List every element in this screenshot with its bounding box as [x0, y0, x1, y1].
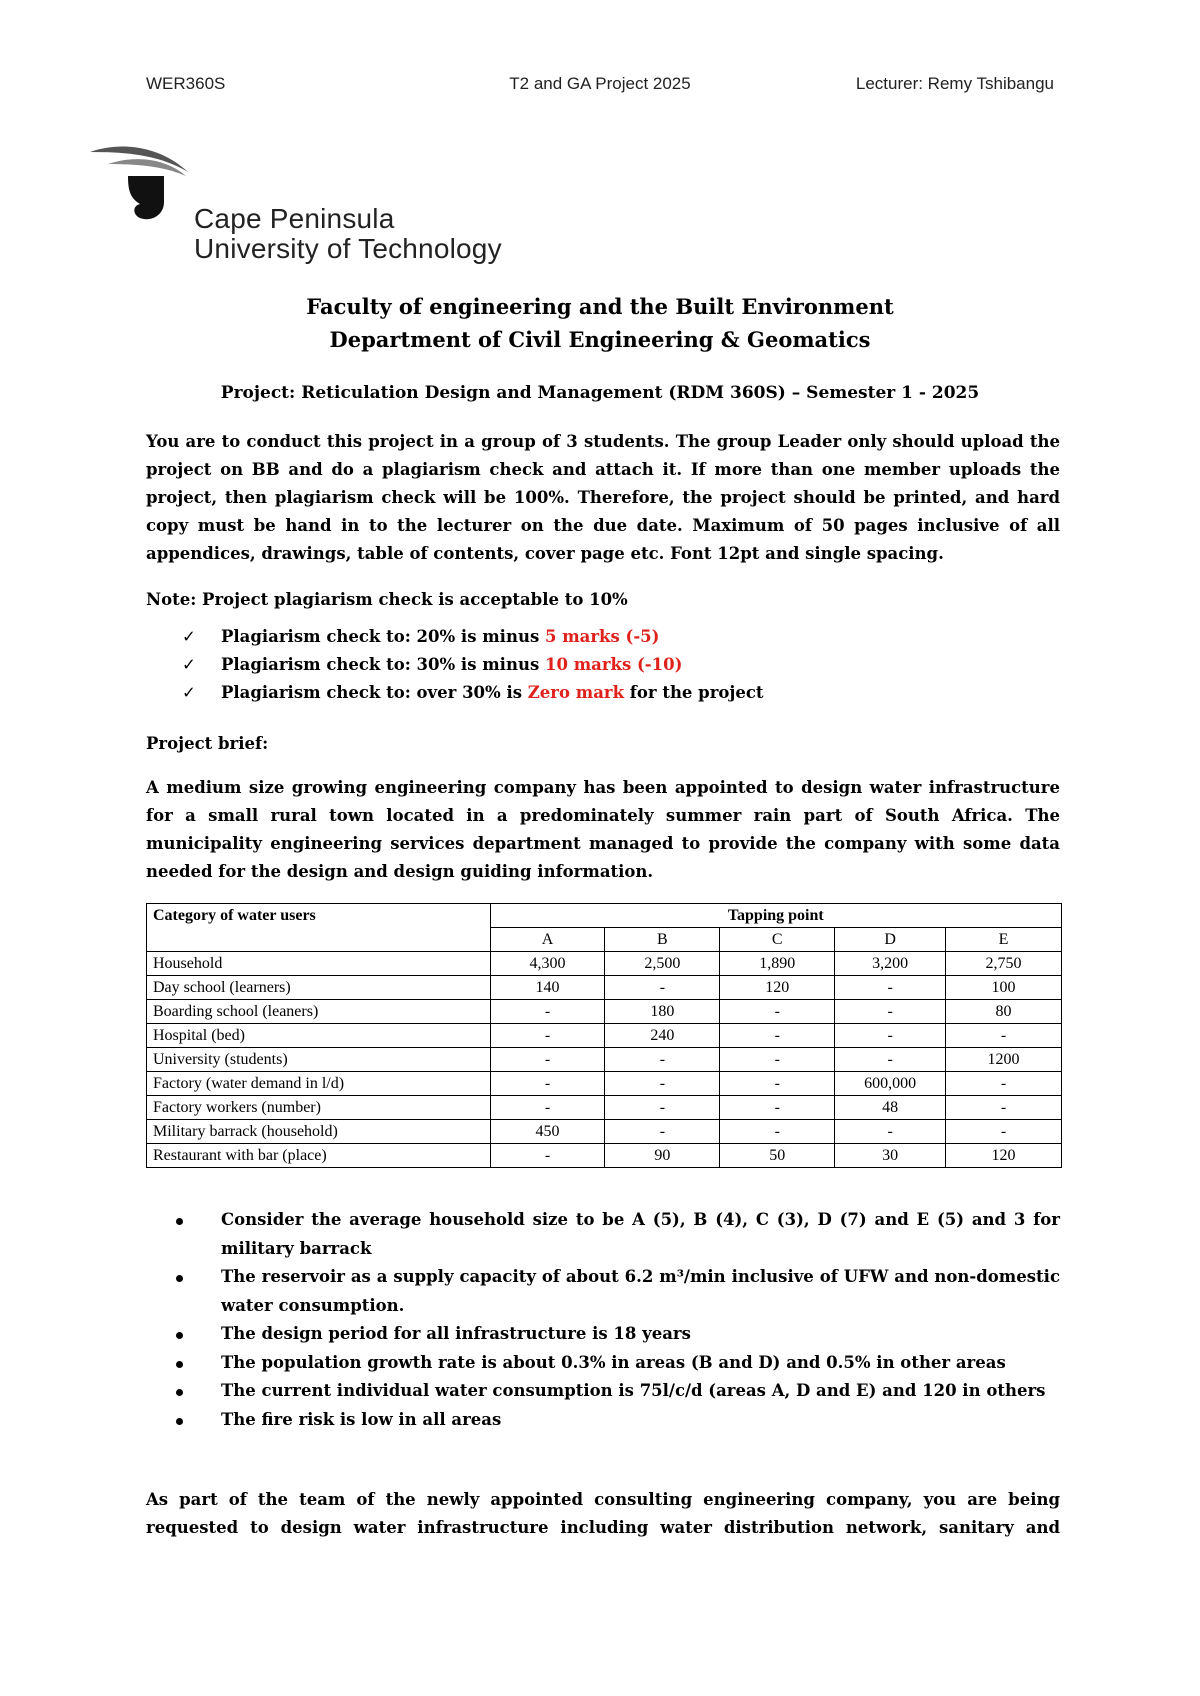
check-suffix: for the project: [624, 683, 764, 702]
faculty-heading: [0, 290, 1200, 356]
table-cell: -: [490, 1024, 605, 1048]
list-item: [146, 1206, 1060, 1263]
header-lecturer: Lecturer: Remy Tshibangu: [855, 74, 1054, 93]
table-cell: 180: [605, 1000, 720, 1024]
row-label: Boarding school (leaners): [147, 1000, 491, 1024]
university-logo: [88, 146, 518, 271]
list-item-text: The reservoir as a supply capacity of about 6.2 m³/min inclusive of UFW and non-domestic water consumption.: [221, 1267, 1060, 1315]
table-row: [147, 952, 1062, 976]
table-cell: 2,750: [946, 952, 1062, 976]
category-header: Category of water users: [147, 904, 491, 952]
check-text: Plagiarism check to: 30% is minus: [221, 655, 545, 674]
list-item: [146, 1349, 1060, 1378]
row-label: Hospital (bed): [147, 1024, 491, 1048]
logo-line-1: Cape Peninsula: [194, 203, 395, 234]
point-header: B: [605, 928, 720, 952]
point-header: C: [720, 928, 835, 952]
table-cell: -: [490, 1096, 605, 1120]
table-cell: -: [835, 1000, 946, 1024]
table-cell: -: [946, 1096, 1062, 1120]
row-label: Restaurant with bar (place): [147, 1144, 491, 1168]
table-row: [147, 1000, 1062, 1024]
table-cell: 450: [490, 1120, 605, 1144]
table-cell: -: [720, 1024, 835, 1048]
list-item-text: The population growth rate is about 0.3% in areas (B and D) and 0.5% in other areas: [221, 1352, 1006, 1372]
table-row: [147, 1120, 1062, 1144]
checkmark-icon: ✓: [182, 655, 196, 674]
project-title: Project: Reticulation Design and Management (RDM 360S) – Semester 1 - 2025: [220, 383, 980, 403]
bullet-icon: [176, 1275, 183, 1282]
table-cell: 1,890: [720, 952, 835, 976]
table-row: [147, 1144, 1062, 1168]
list-item-text: The fire risk is low in all areas: [221, 1409, 502, 1429]
bullet-icon: [176, 1389, 183, 1396]
list-item-text: The design period for all infrastructure is 18 years: [221, 1324, 691, 1343]
intro-paragraph: You are to conduct this project in a group of 3 students. The group Leader only should upload the project on BB and do a plagiarism check and attach it. If more than one member uploads the project, then plagiarism check will be 100%. Therefore, the project should be printed, and hard copy must be hand in to the lecturer on the due date. Maximum of 50 pages inclusive of all appendices, drawings, table of contents, cover page etc. Font 12pt and single spacing.: [146, 432, 1060, 563]
checkmark-icon: ✓: [182, 683, 196, 702]
row-label: Factory workers (number): [147, 1096, 491, 1120]
faculty-name: Faculty of engineering and the Built Environment: [306, 294, 894, 319]
check-penalty: 10 marks (-10): [544, 655, 683, 674]
table-header-row: [147, 904, 1062, 928]
table-row: [147, 1096, 1062, 1120]
table-cell: 80: [946, 1000, 1062, 1024]
point-header: A: [490, 928, 605, 952]
table-cell: -: [835, 1048, 946, 1072]
header-course-code: WER360S: [146, 74, 226, 93]
list-item: [146, 1377, 1060, 1406]
table-cell: -: [835, 1024, 946, 1048]
table-cell: 90: [605, 1144, 720, 1168]
point-header: E: [946, 928, 1062, 952]
list-item: [146, 1320, 1060, 1349]
check-text: Plagiarism check to: over 30% is: [221, 683, 528, 702]
table-cell: 120: [720, 976, 835, 1000]
table-cell: -: [490, 1144, 605, 1168]
bullet-icon: [176, 1361, 183, 1368]
table-cell: 1200: [946, 1048, 1062, 1072]
table-cell: 140: [490, 976, 605, 1000]
table-cell: -: [605, 976, 720, 1000]
table-cell: 48: [835, 1096, 946, 1120]
table-cell: 120: [946, 1144, 1062, 1168]
table-cell: -: [490, 1048, 605, 1072]
table-cell: -: [490, 1000, 605, 1024]
brief-heading: Project brief:: [146, 734, 269, 753]
table-cell: -: [946, 1120, 1062, 1144]
table-cell: 50: [720, 1144, 835, 1168]
check-penalty: 5 marks (-5): [544, 627, 660, 646]
table-cell: -: [720, 1048, 835, 1072]
bullet-icon: [176, 1418, 183, 1425]
table-cell: -: [835, 976, 946, 1000]
table-cell: -: [605, 1120, 720, 1144]
check-item: [146, 623, 1060, 651]
row-label: Household: [147, 952, 491, 976]
table-cell: -: [720, 1120, 835, 1144]
check-text: Plagiarism check to: 20% is minus: [221, 627, 545, 646]
row-label: Day school (learners): [147, 976, 491, 1000]
table-cell: 240: [605, 1024, 720, 1048]
header-project-title: T2 and GA Project 2025: [509, 74, 691, 93]
design-info-list: [146, 1206, 1060, 1434]
closing-paragraph: As part of the team of the newly appointed consulting engineering company, you are being requested to design water infrastructure including water distribution network, sanitary and: [146, 1490, 1060, 1537]
table-cell: -: [720, 1096, 835, 1120]
bullet-icon: [176, 1332, 183, 1339]
plagiarism-note: Note: Project plagiarism check is acceptable to 10%: [146, 590, 628, 609]
logo-line-2: University of Technology: [194, 233, 502, 264]
tapping-point-header: Tapping point: [490, 904, 1061, 928]
point-header: D: [835, 928, 946, 952]
department-name: Department of Civil Engineering & Geomatics: [329, 327, 871, 352]
check-item: [146, 651, 1060, 679]
table-cell: 600,000: [835, 1072, 946, 1096]
table-cell: 2,500: [605, 952, 720, 976]
table-cell: -: [946, 1024, 1062, 1048]
table-cell: 100: [946, 976, 1062, 1000]
page-header: [146, 74, 1054, 100]
table-cell: -: [490, 1072, 605, 1096]
row-label: Factory (water demand in l/d): [147, 1072, 491, 1096]
check-item: [146, 679, 1060, 707]
list-item-text: Consider the average household size to be A (5), B (4), C (3), D (7) and E (5) and 3 for military barrack: [221, 1210, 1060, 1258]
table-cell: 3,200: [835, 952, 946, 976]
table-row: [147, 976, 1062, 1000]
table-row: [147, 1024, 1062, 1048]
list-item: [146, 1263, 1060, 1320]
plagiarism-checks: [146, 623, 1060, 707]
table-cell: -: [720, 1072, 835, 1096]
brief-paragraph: A medium size growing engineering company has been appointed to design water infrastructure for a small rural town located in a predominately summer rain part of South Africa. The municipality engineering services department managed to provide the company with some data needed for the design and design guiding information.: [146, 778, 1060, 881]
list-item: [146, 1406, 1060, 1435]
cput-emblem-icon: [88, 146, 198, 236]
table-cell: -: [946, 1072, 1062, 1096]
check-penalty: Zero mark: [527, 683, 625, 702]
table-cell: 4,300: [490, 952, 605, 976]
table-row: [147, 1072, 1062, 1096]
table-cell: 30: [835, 1144, 946, 1168]
table-cell: -: [720, 1000, 835, 1024]
bullet-icon: [176, 1218, 183, 1225]
row-label: University (students): [147, 1048, 491, 1072]
table-cell: -: [835, 1120, 946, 1144]
table-cell: -: [605, 1096, 720, 1120]
water-users-table: [146, 903, 1062, 1168]
checkmark-icon: ✓: [182, 627, 196, 646]
list-item-text: The current individual water consumption is 75l/c/d (areas A, D and E) and 120 in others: [221, 1381, 1046, 1400]
table-cell: -: [605, 1072, 720, 1096]
row-label: Military barrack (household): [147, 1120, 491, 1144]
table-cell: -: [605, 1048, 720, 1072]
logo-wordmark: [194, 204, 502, 264]
table-row: [147, 1048, 1062, 1072]
